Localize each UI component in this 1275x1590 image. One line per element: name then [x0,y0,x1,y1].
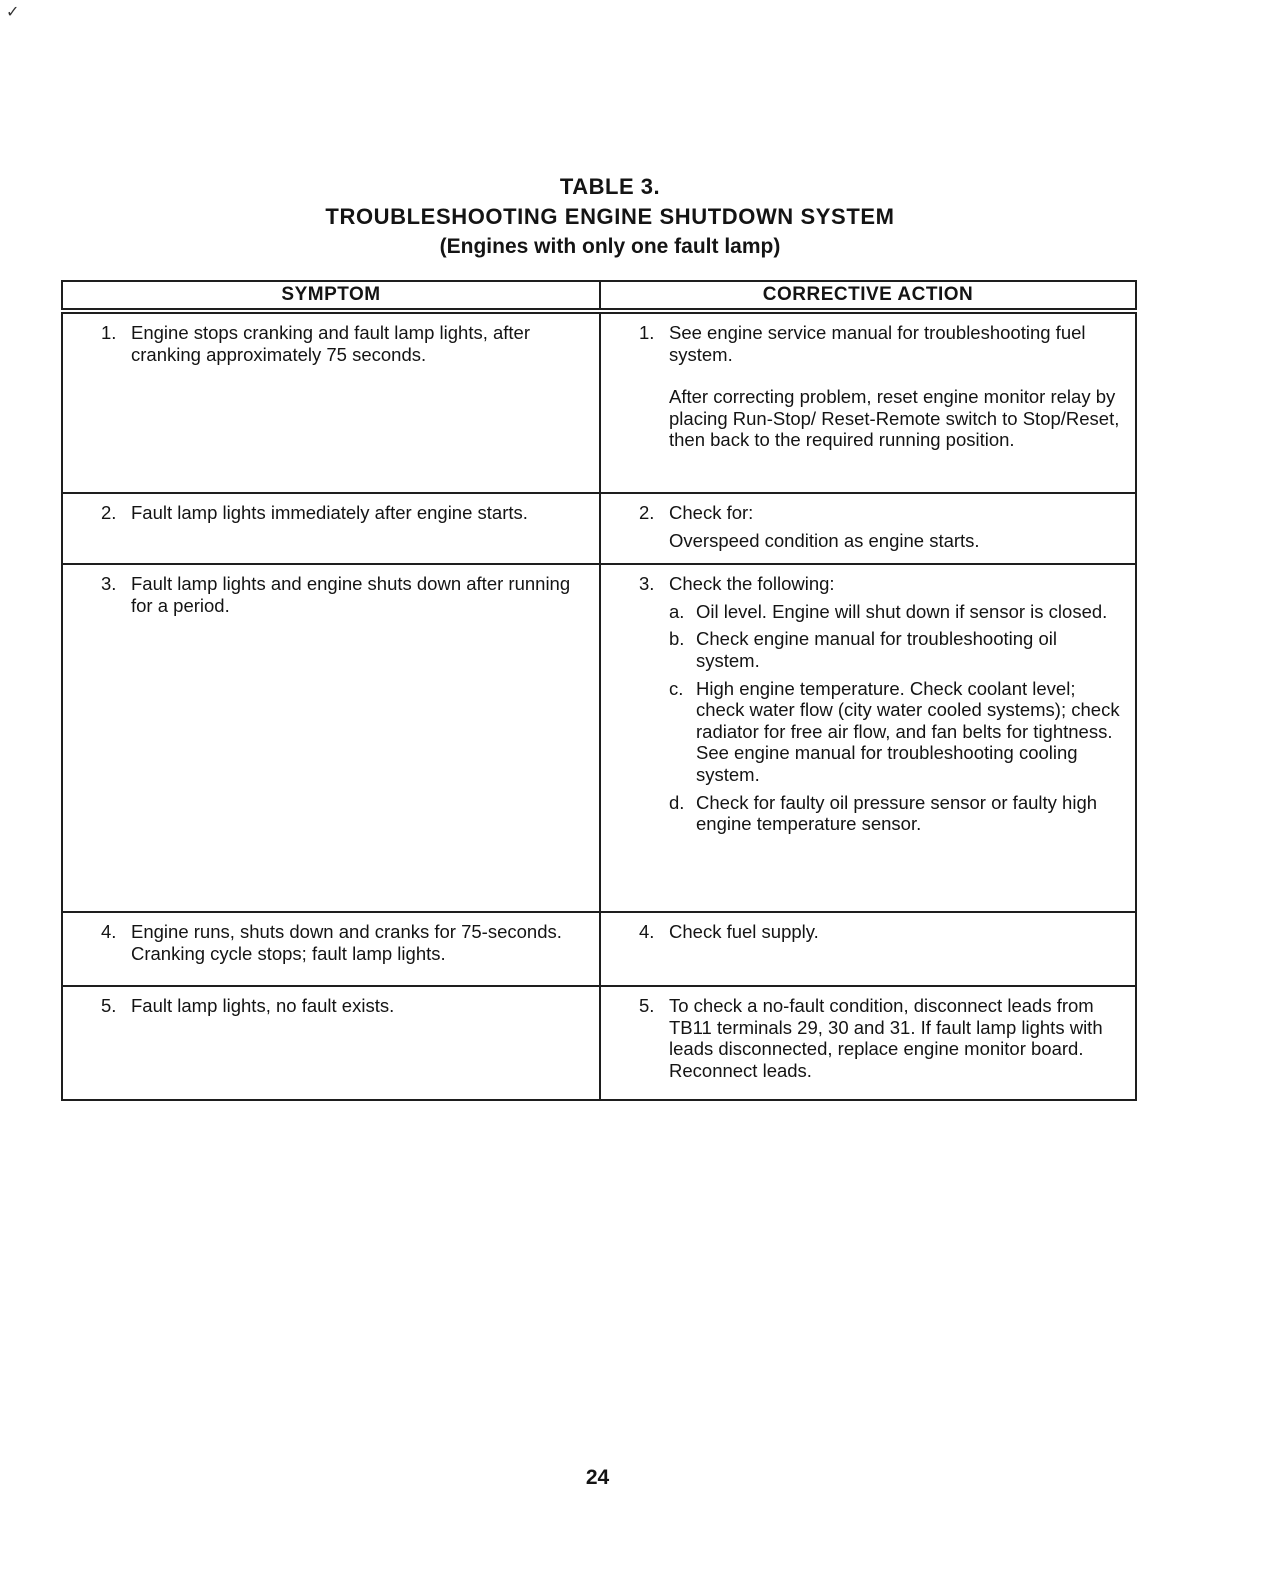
action-text: See engine service manual for troubleshooting fuel system. [669,322,1086,365]
subitem-letter: a. [669,600,685,622]
symptom-text: Fault lamp lights, no fault exists. [131,995,395,1017]
symptom-text: Fault lamp lights and engine shuts down after running for a period. [131,573,571,616]
subitem-text: High engine temperature. Check coolant level; check water flow (city water cooled systems); check radiator for free air flow, and fan belts for tightness. See engine manual for troubleshooting cooling system. [696,677,1120,785]
table-subtitle: (Engines with only one fault lamp) [439,235,781,258]
action-text: Check for: [669,502,754,523]
action-subitem [669,678,1125,786]
subitem-letter: b. [669,628,685,650]
symptom-text: Fault lamp lights immediately after engine starts. [131,502,528,523]
action-number: 4. [639,921,655,943]
table-title-block [0,172,1220,262]
action-number: 3. [639,573,655,595]
action-note: After correcting problem, reset engine monitor relay by placing Run-Stop/ Reset-Remote switch to Stop/Reset, then back to the required running position. [669,386,1120,451]
action-cell [600,912,1136,986]
action-cell [600,311,1136,493]
row-number: 2. [101,502,117,523]
table-row [62,493,1136,564]
corner-check-mark: ✓ [6,4,20,21]
table-row [62,311,1136,493]
symptom-cell [62,311,600,493]
row-number: 5. [101,995,117,1017]
table-row [62,564,1136,912]
page-number: 24 [585,1466,610,1489]
action-subitem [669,628,1125,671]
action-subitem [669,792,1125,835]
symptom-cell [62,912,600,986]
table-row [62,912,1136,986]
subitem-letter: d. [669,791,685,813]
row-number: 3. [101,573,117,595]
table-number: TABLE 3. [559,174,661,199]
action-text: Check fuel supply. [669,921,819,943]
troubleshooting-table [61,280,1137,1101]
table-row [62,986,1136,1100]
action-number: 2. [639,502,655,523]
action-number: 5. [639,995,655,1017]
action-note: Overspeed condition as engine starts. [669,529,980,551]
symptom-header: SYMPTOM [62,281,600,311]
symptom-cell [62,493,600,564]
action-cell [600,493,1136,564]
symptom-text: Engine stops cranking and fault lamp lights, after cranking approximately 75 seconds. [131,322,531,365]
action-cell [600,564,1136,912]
symptom-cell [62,986,600,1100]
subitem-text: Oil level. Engine will shut down if sensor is closed. [696,600,1108,622]
subitem-text: Check for faulty oil pressure sensor or faulty high engine temperature sensor. [696,791,1098,835]
subitem-text: Check engine manual for troubleshooting oil system. [696,628,1057,671]
action-subitem [669,601,1125,623]
row-number: 1. [101,322,117,343]
action-number: 1. [639,322,655,343]
corrective-action-header: CORRECTIVE ACTION [600,281,1136,311]
symptom-cell [62,564,600,912]
action-text: Check the following: [669,573,835,595]
table-header-row [62,281,1136,311]
subitem-letter: c. [669,677,684,699]
action-text: To check a no-fault condition, disconnect leads from TB11 terminals 29, 30 and 31. If fault lamp lights with leads disconnected, replace engine monitor board. Reconnect leads. [669,995,1103,1081]
row-number: 4. [101,921,117,943]
table-title: TROUBLESHOOTING ENGINE SHUTDOWN SYSTEM [325,204,895,229]
action-cell [600,986,1136,1100]
symptom-text: Engine runs, shuts down and cranks for 75-seconds. Cranking cycle stops; fault lamp lights. [131,921,562,964]
